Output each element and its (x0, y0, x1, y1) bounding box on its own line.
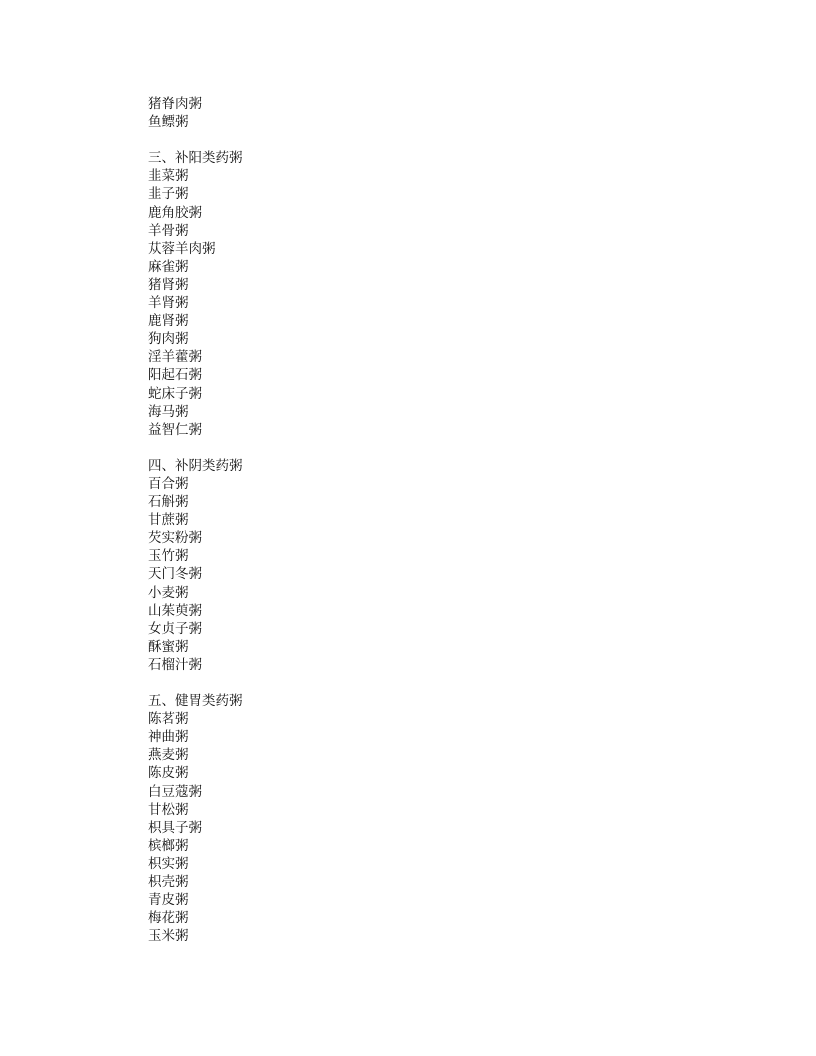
list-item: 梅花粥 (148, 910, 189, 927)
list-item: 山茱萸粥 (148, 602, 202, 619)
document-page (148, 95, 748, 945)
list-item: 鹿肾粥 (148, 313, 189, 330)
list-item: 酥蜜粥 (148, 638, 189, 655)
list-item: 槟榔粥 (148, 837, 189, 854)
list-item: 百合粥 (148, 475, 189, 492)
section-yin (148, 457, 748, 674)
list-item: 燕麦粥 (148, 747, 189, 764)
list-item: 女贞子粥 (148, 620, 202, 637)
list-item: 淫羊藿粥 (148, 349, 202, 366)
section-heading: 三、补阳类药粥 (148, 150, 243, 167)
list-item: 苁蓉羊肉粥 (148, 240, 216, 257)
list-item: 阳起石粥 (148, 367, 202, 384)
list-item: 韭菜粥 (148, 168, 189, 185)
list-item: 青皮粥 (148, 892, 189, 909)
list-item: 石榴汁粥 (148, 656, 202, 673)
section-stomach (148, 692, 748, 945)
list-item: 甘蔗粥 (148, 512, 189, 529)
section-yang (148, 149, 748, 439)
list-item: 陈皮粥 (148, 765, 189, 782)
list-item: 鱼鳔粥 (148, 114, 189, 131)
list-item: 芡实粉粥 (148, 530, 202, 547)
list-item: 枳具子粥 (148, 819, 202, 836)
list-item: 小麦粥 (148, 584, 189, 601)
list-item: 猪肾粥 (148, 276, 189, 293)
list-item: 玉米粥 (148, 928, 189, 945)
list-item: 鹿角胶粥 (148, 204, 202, 221)
list-item: 石斛粥 (148, 494, 189, 511)
list-item: 枳壳粥 (148, 874, 189, 891)
section-heading: 四、补阴类药粥 (148, 457, 243, 474)
list-item: 天门冬粥 (148, 566, 202, 583)
list-item: 猪脊肉粥 (148, 96, 202, 112)
section-heading: 五、健胃类药粥 (148, 693, 243, 710)
list-item: 玉竹粥 (148, 548, 189, 565)
list-item: 海马粥 (148, 403, 189, 420)
list-item: 陈茗粥 (148, 711, 189, 728)
continued-list (148, 95, 748, 131)
list-item: 白豆蔻粥 (148, 783, 202, 800)
list-item: 甘松粥 (148, 801, 189, 818)
list-item: 蛇床子粥 (148, 385, 202, 402)
blank-line (148, 439, 748, 457)
list-item: 韭子粥 (148, 186, 189, 203)
list-item: 神曲粥 (148, 729, 189, 746)
list-item: 麻雀粥 (148, 258, 189, 275)
list-item: 羊肾粥 (148, 295, 189, 312)
list-item: 狗肉粥 (148, 331, 189, 348)
list-item: 枳实粥 (148, 855, 189, 872)
blank-line (148, 131, 748, 149)
list-item: 羊骨粥 (148, 222, 189, 239)
blank-line (148, 674, 748, 692)
list-item: 益智仁粥 (148, 421, 202, 438)
